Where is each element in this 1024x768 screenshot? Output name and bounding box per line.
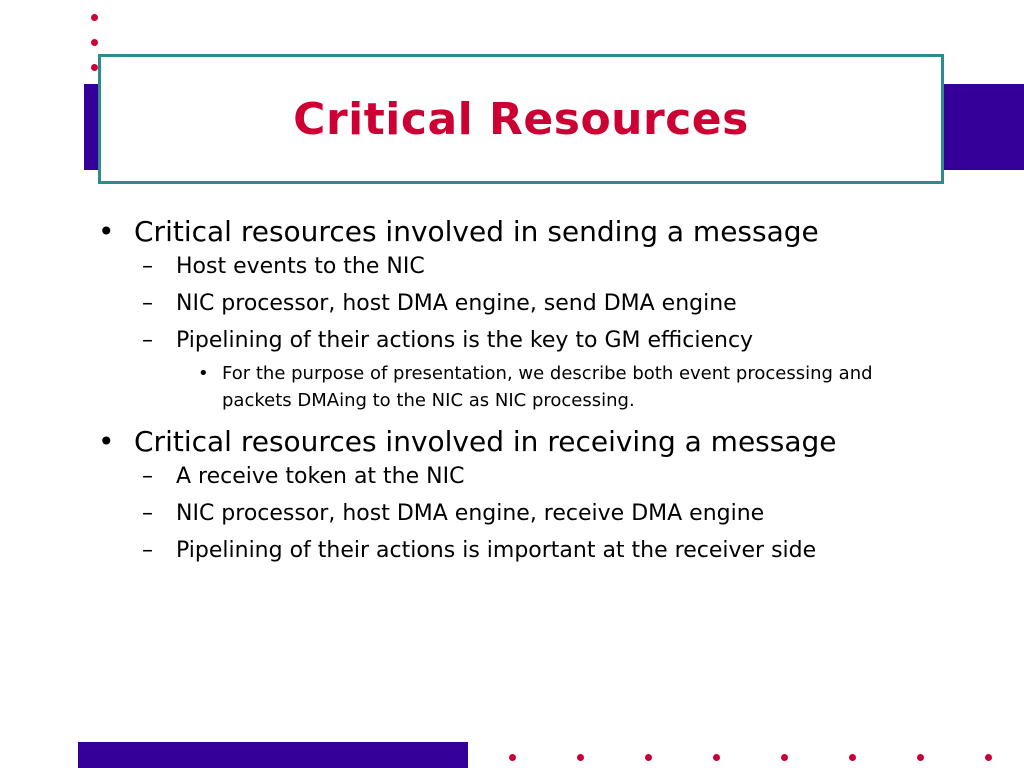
decor-dot: [91, 39, 98, 46]
decor-dot: [713, 754, 720, 761]
decor-dot: [849, 754, 856, 761]
decor-dot: [509, 754, 516, 761]
decor-dot: [917, 754, 924, 761]
sub-bullet-text: NIC processor, host DMA engine, receive DMA engine: [176, 501, 765, 526]
footer-band: [78, 742, 468, 768]
sub-sub-bullet-text: For the purpose of presentation, we describe both event processing and packets DMAing to the NIC as NIC processing.: [222, 363, 873, 411]
decor-dot: [577, 754, 584, 761]
sub-bullet-item: [142, 462, 978, 492]
dash-marker: –: [142, 501, 153, 526]
title-box: [98, 54, 944, 184]
slide-title: Critical Resources: [293, 93, 749, 145]
sub-sub-bullet-item: [198, 360, 922, 414]
dash-marker: –: [142, 538, 153, 563]
bullet-text: Critical resources involved in sending a message: [134, 215, 819, 248]
decor-dot: [985, 754, 992, 761]
bullet-marker: •: [198, 363, 209, 384]
decor-dot: [781, 754, 788, 761]
bullet-text: Critical resources involved in receiving a message: [134, 425, 837, 458]
decor-dot: [645, 754, 652, 761]
dash-marker: –: [142, 464, 153, 489]
sub-bullet-text: Host events to the NIC: [176, 254, 425, 279]
sub-bullet-item: [142, 536, 978, 566]
decor-dot: [91, 64, 98, 71]
sub-bullet-text: NIC processor, host DMA engine, send DMA engine: [176, 291, 737, 316]
bullet-marker: •: [98, 215, 115, 248]
sub-bullet-item: [142, 289, 978, 319]
bullet-item: [98, 424, 978, 460]
sub-bullet-text: A receive token at the NIC: [176, 464, 465, 489]
sub-bullet-item: [142, 499, 978, 529]
sub-bullet-item: [142, 326, 978, 356]
sub-bullet-text: Pipelining of their actions is important at the receiver side: [176, 538, 817, 563]
bullet-marker: •: [98, 425, 115, 458]
dash-marker: –: [142, 254, 153, 279]
decor-dot: [91, 14, 98, 21]
sub-bullet-text: Pipelining of their actions is the key to GM efficiency: [176, 328, 754, 353]
dash-marker: –: [142, 291, 153, 316]
sub-bullet-item: [142, 252, 978, 282]
bullet-item: [98, 214, 978, 250]
title-band-right: [935, 84, 1024, 170]
slide-body: [98, 214, 978, 573]
dash-marker: –: [142, 328, 153, 353]
